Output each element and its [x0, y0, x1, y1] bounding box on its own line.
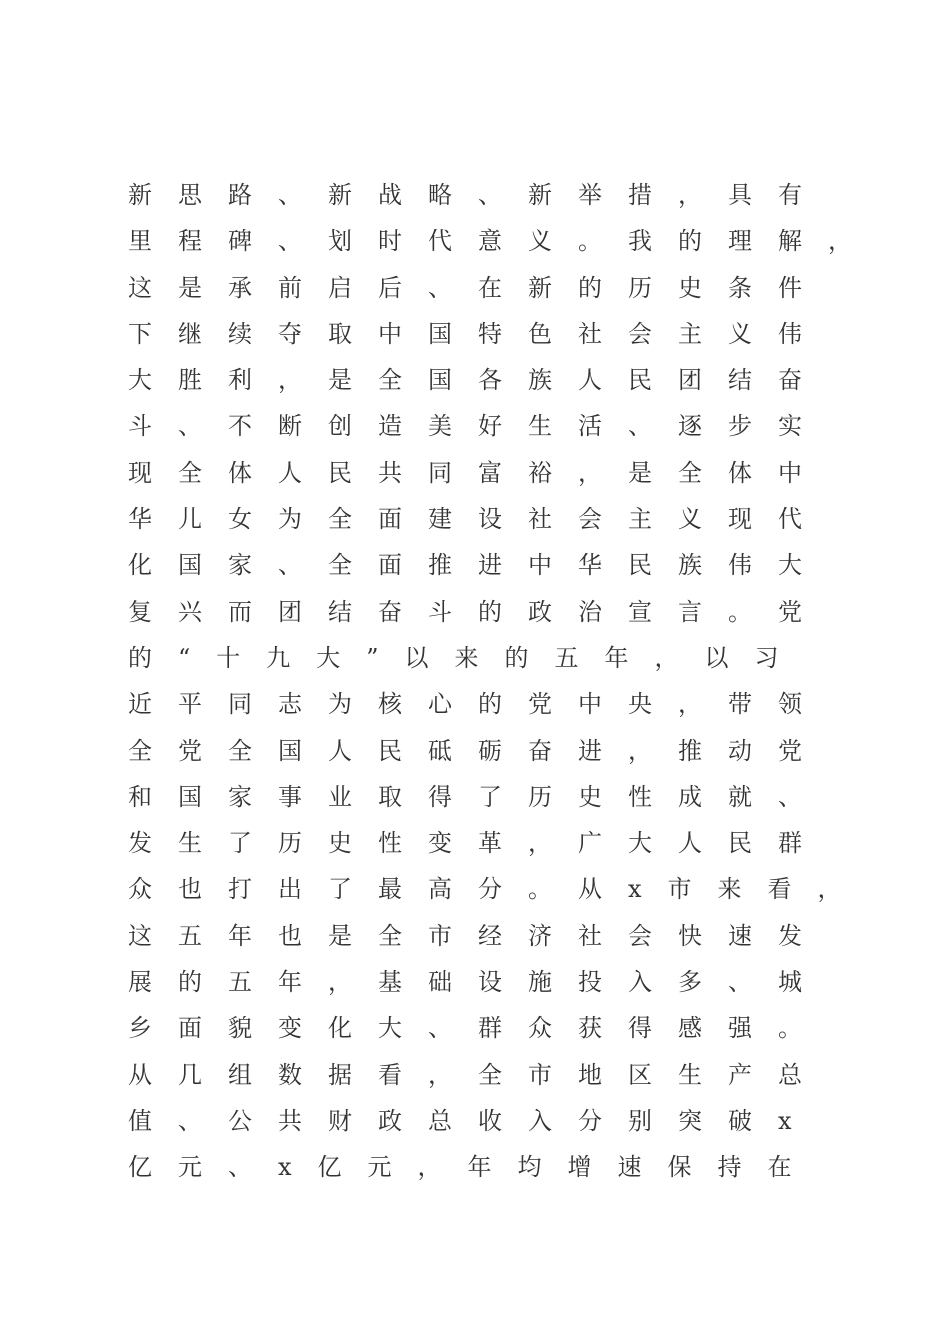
text-line-8: 华儿女为全面建设社会主义现代	[128, 505, 828, 534]
text-line-6: 斗、不断创造美好生活、逐步实	[128, 412, 828, 441]
text-line-1: 新思路、新战略、新举措，具有	[128, 181, 828, 209]
text-line-2: 里程碑、划时代意义。我的理解，	[128, 227, 878, 256]
text-line-20: 从几组数据看，全市地区生产总	[128, 1060, 828, 1089]
text-line-11: 的“十九大”以来的五年，以习	[128, 643, 805, 672]
text-line-22: 亿元、x亿元，年均增速保持在	[128, 1153, 818, 1182]
text-line-12: 近平同志为核心的党中央，带领	[128, 690, 828, 719]
text-line-19: 乡面貌变化大、群众获得感强。	[128, 1014, 828, 1043]
text-line-4: 下继续夺取中国特色社会主义伟	[128, 319, 828, 348]
text-line-9: 化国家、全面推进中华民族伟大	[128, 551, 828, 580]
text-line-16: 众也打出了最高分。从x市来看，	[128, 875, 868, 904]
text-line-7: 现全体人民共同富裕，是全体中	[128, 458, 828, 487]
text-line-21: 值、公共财政总收入分别突破x	[128, 1106, 818, 1135]
text-line-13: 全党全国人民砥砺奋进，推动党	[128, 736, 828, 765]
body-text	[128, 172, 878, 1191]
text-line-10: 复兴而团结奋斗的政治宣言。党	[128, 597, 828, 626]
text-line-3: 这是承前启后、在新的历史条件	[128, 273, 828, 302]
text-line-18: 展的五年，基础设施投入多、城	[128, 968, 828, 997]
text-line-14: 和国家事业取得了历史性成就、	[128, 782, 828, 811]
text-line-15: 发生了历史性变革，广大人民群	[128, 829, 828, 858]
text-line-5: 大胜利，是全国各族人民团结奋	[128, 366, 828, 395]
text-line-17: 这五年也是全市经济社会快速发	[128, 921, 828, 950]
